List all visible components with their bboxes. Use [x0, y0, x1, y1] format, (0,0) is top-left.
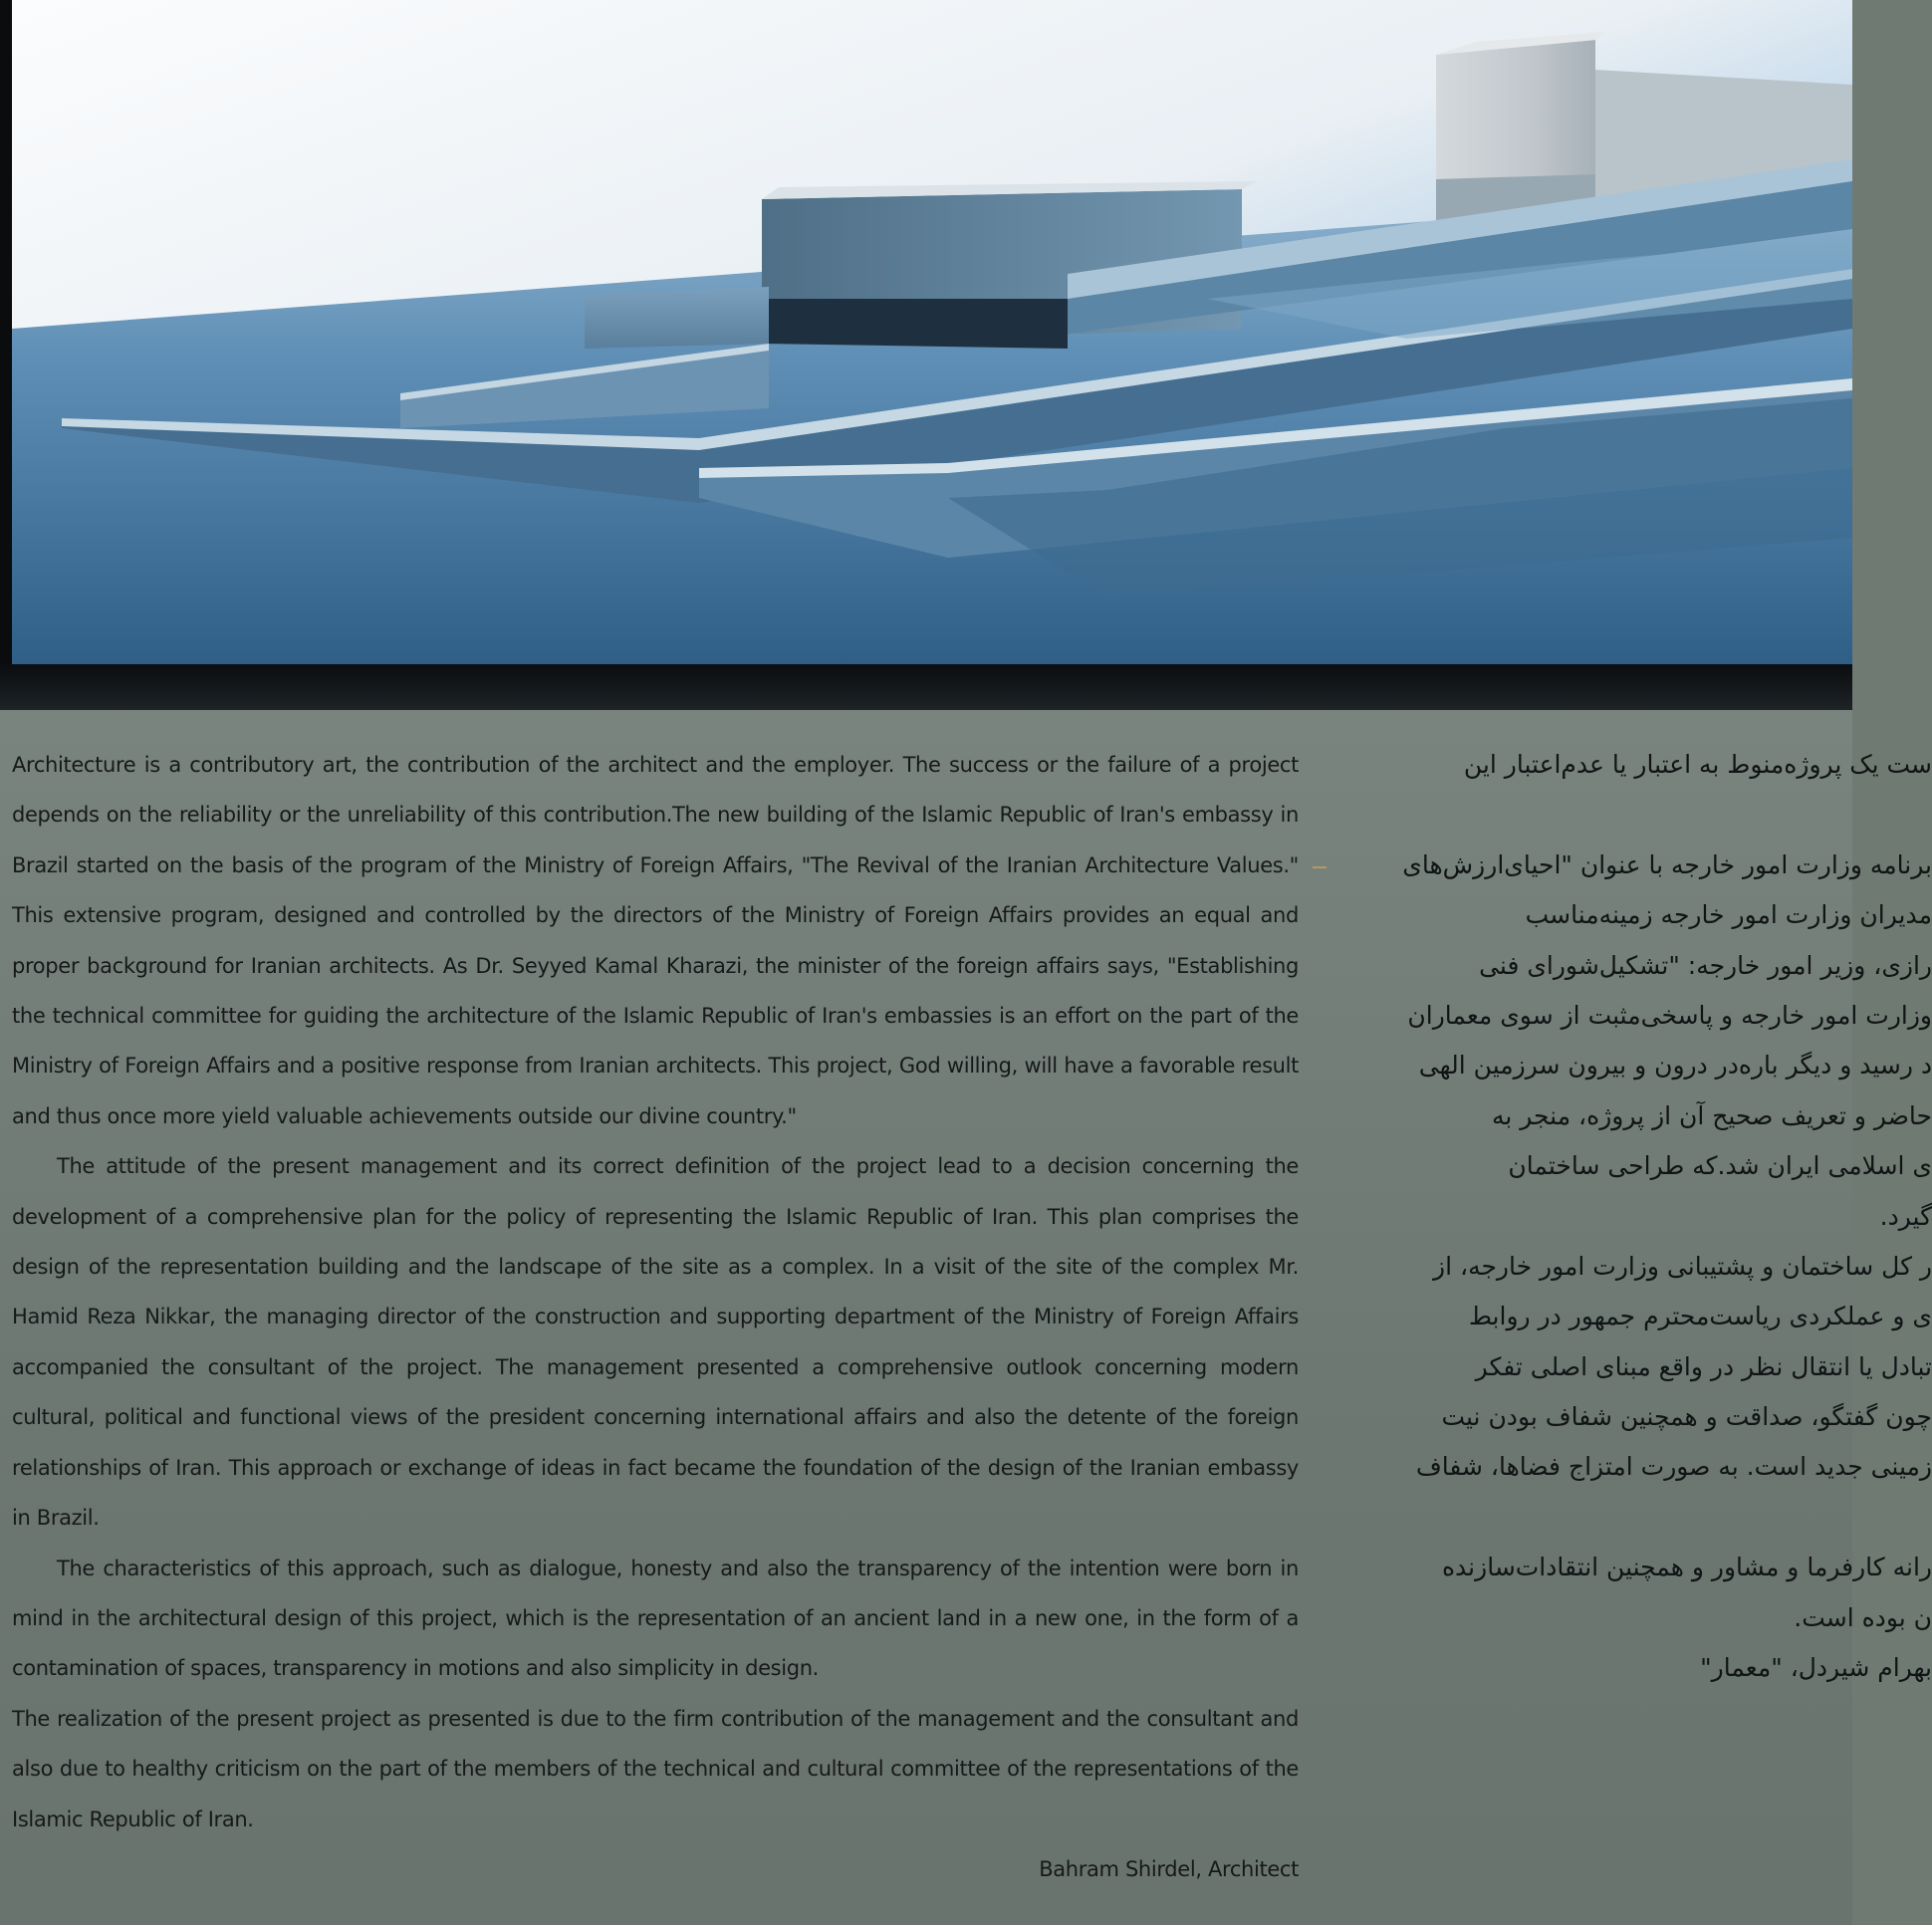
persian-line: رانه کارفرما و مشاور و همچنین انتقادات‌سازنده	[1441, 1553, 1932, 1582]
persian-line: زمینی جدید است. به صورت امتزاج فضاها، شفاف	[1415, 1452, 1932, 1482]
persian-article	[1334, 740, 1932, 1693]
persian-line: گیرد.	[1879, 1201, 1932, 1231]
persian-line: د رسید و دیگر باره‌در درون و بیرون سرزمین الهی	[1418, 1051, 1932, 1081]
paragraph-1: Architecture is a contributory art, the contribution of the architect and the employer. The success or the failure of a project depends on the reliability or the unreliability of this contribution.The new building of the Islamic Republic of Iran's embassy in Brazil started on the basis of the program of the Ministry of Foreign Affairs, "The Revival of the Iranian Architecture Values." This extensive program, designed and controlled by the directors of the Ministry of Foreign Affairs provides an equal and proper background for Iranian architects. As Dr. Seyyed Kamal Kharazi, the minister of the foreign affairs says, "Establishing the technical committee for guiding the architecture of the Islamic Republic of Iran's embassies is an effort on the part of the Ministry of Foreign Affairs and a positive response from Iranian architects. This project, God willing, will have a favorable result and thus once more yield valuable achievements outside our divine country."	[12, 753, 1299, 1128]
persian-line: ر کل ساختمان و پشتیبانی وزارت امور خارجه، از	[1433, 1251, 1932, 1281]
persian-line: حاضر و تعریف صحیح آن از پروژه، منجر به	[1491, 1100, 1932, 1130]
english-article	[12, 740, 1299, 1894]
dark-band	[0, 664, 1852, 710]
persian-gap	[1334, 790, 1932, 840]
persian-line: وزارت امور خارجه و پاسخی‌مثبت از سوی معماران	[1407, 1000, 1932, 1030]
author-signature: Bahram Shirdel, Architect	[1039, 1856, 1299, 1881]
persian-line: برنامه وزارت امور خارجه با عنوان "احیای‌ارزش‌های	[1402, 849, 1932, 879]
persian-line: ن بوده است.	[1794, 1602, 1932, 1632]
persian-line: چون گفتگو، صداقت و همچنین شفاف بودن نیت	[1441, 1402, 1932, 1432]
persian-line: رازی، وزیر امور خارجه: "تشکیل‌شورای فنی	[1479, 950, 1932, 980]
persian-line: تبادل یا انتقال نظر در واقع مبنای اصلی تفکر	[1475, 1351, 1932, 1381]
persian-gap	[1334, 1493, 1932, 1543]
persian-line: مدیران وزارت امور خارجه زمینه‌مناسب	[1525, 900, 1932, 930]
building-model-photo	[12, 0, 1852, 664]
paragraph-2: The attitude of the present management and its correct definition of the project lead to a decision concerning the development of a comprehensive plan for the policy of representing the Islamic Republic of Iran. This plan comprises the design of the representation building and the landscape of the site as a complex. In a visit of the site of the complex Mr. Hamid Reza Nikkar, the managing director of the construction and supporting department of the Ministry of Foreign Affairs accompanied the consultant of the project. The management presented a comprehensive outlook concerning modern cultural, political and functional views of the president concerning international affairs and also the detente of the foreign relationships of Iran. This approach or exchange of ideas in fact became the foundation of the design of the Iranian embassy in Brazil.	[12, 1154, 1299, 1531]
persian-line: ی اسلامی ایران شد.که طراحی ساختمان	[1508, 1151, 1932, 1181]
persian-line: ست یک پروژه‌منوط به اعتبار یا عدم‌اعتبار این	[1463, 750, 1932, 779]
page-edge-strip	[0, 0, 12, 664]
persian-signature: بهرام شیردل، "معمار"	[1700, 1653, 1932, 1683]
paragraph-4: The realization of the present project as presented is due to the firm contribution of the management and the consultant and also due to healthy criticism on the part of the members of the technical and cultural committee of the representations of the Islamic Republic of Iran.	[12, 1706, 1299, 1831]
column-divider-mark	[1313, 866, 1327, 868]
paragraph-3: The characteristics of this approach, such as dialogue, honesty and also the transparency of the intention were born in mind in the architectural design of this project, which is the representation of an ancient land in a new one, in the form of a contamination of spaces, transparency in motions and also simplicity in design.	[12, 1556, 1299, 1681]
persian-line: ی و عملکردی ریاست‌محترم جمهور در روابط	[1468, 1302, 1932, 1331]
